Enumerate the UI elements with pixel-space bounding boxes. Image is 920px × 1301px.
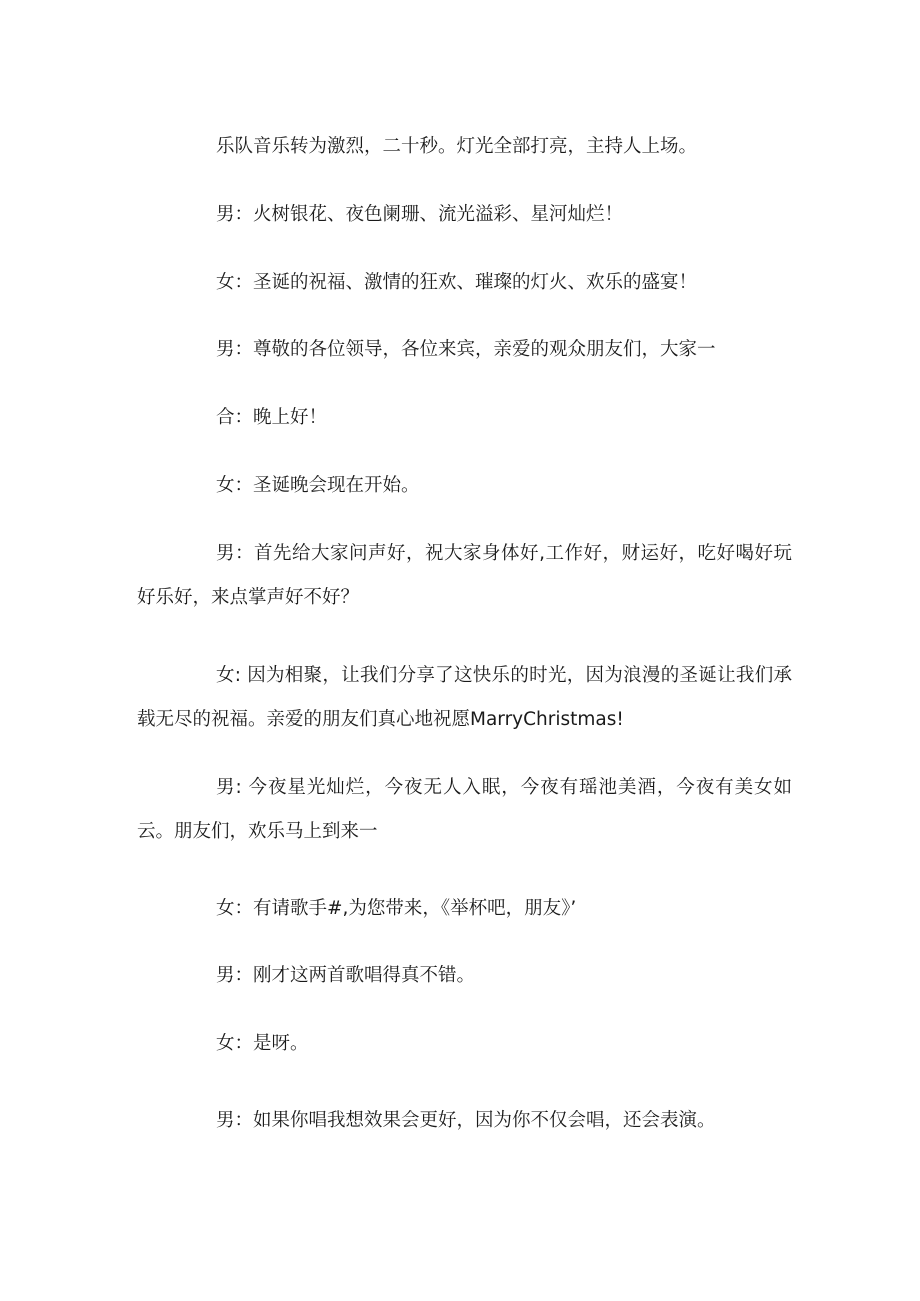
dialogue-paragraph: 男: 今夜星光灿烂，今夜无人入眠，今夜有瑶池美酒，今夜有美女如云。朋友们，欢乐马上到来一 <box>137 777 792 842</box>
dialogue-paragraph: 合：晚上好！ <box>216 407 328 428</box>
dialogue-paragraph: 男：如果你唱我想效果会更好，因为你不仅会唱，还会表演。 <box>216 1110 716 1131</box>
dialogue-paragraph: 女：圣诞的祝福、激情的狂欢、璀璨的灯火、欢乐的盛宴！ <box>216 272 698 293</box>
dialogue-paragraph: 女：是呀。 <box>216 1033 309 1054</box>
dialogue-paragraph: 男：尊敬的各位领导，各位来宾，亲爱的观众朋友们，大家一 <box>216 339 716 360</box>
dialogue-paragraph: 男：火树银花、夜色阑珊、流光溢彩、星河灿烂！ <box>216 204 624 225</box>
dialogue-paragraph: 男：刚才这两首歌唱得真不错。 <box>216 965 476 986</box>
dialogue-paragraph: 女：圣诞晚会现在开始。 <box>216 475 420 496</box>
dialogue-paragraph: 男：首先给大家问声好，祝大家身体好,工作好，财运好，吃好喝好玩好乐好，来点掌声好不好？ <box>137 543 792 608</box>
stage-direction-paragraph: 乐队音乐转为激烈，二十秒。灯光全部打亮，主持人上场。 <box>216 136 698 157</box>
dialogue-paragraph: 女：有请歌手#,为您带来，《举杯吧，朋友》’ <box>216 898 577 919</box>
dialogue-paragraph: 女: 因为相聚，让我们分享了这快乐的时光，因为浪漫的圣诞让我们承载无尽的祝福。亲爱的朋友们真心地祝愿MarryChristmas! <box>137 665 792 730</box>
